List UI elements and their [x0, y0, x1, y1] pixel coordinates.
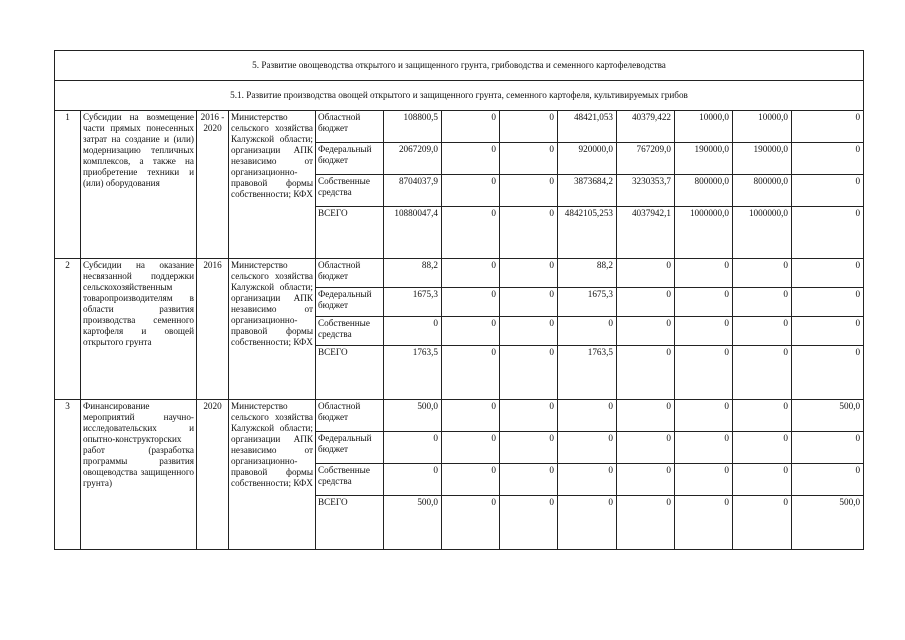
amount-cell: 0 [442, 111, 500, 143]
amount-cell: 0 [733, 317, 792, 346]
amount-cell: 0 [384, 317, 442, 346]
subsection-title: 5.1. Развитие производства овощей открытого и защищенного грунта, семенного картофеля, культивируемых грибов [55, 81, 864, 111]
section-title: 5. Развитие овощеводства открытого и защищенного грунта, грибоводства и семенного картофелеводства [55, 51, 864, 81]
amount-cell: 0 [500, 346, 558, 400]
amount-cell: 0 [733, 464, 792, 496]
amount-cell: 2067209,0 [384, 143, 442, 175]
amount-cell: 0 [500, 317, 558, 346]
amount-cell: 0 [733, 496, 792, 550]
amount-cell: 0 [558, 432, 617, 464]
amount-cell: 0 [792, 288, 864, 317]
amount-cell: 0 [792, 464, 864, 496]
amount-cell: 0 [792, 432, 864, 464]
amount-cell: 10880047,4 [384, 207, 442, 259]
measure-period: 2016 - 2020 [197, 111, 229, 259]
measure-executor: Министерство сельского хозяйства Калужской области; организации АПК независимо от организационно-правовой формы собственности; КФХ [229, 400, 316, 550]
amount-cell: 0 [617, 288, 675, 317]
amount-cell: 0 [558, 464, 617, 496]
table-row [55, 400, 864, 432]
amount-cell: 500,0 [384, 496, 442, 550]
amount-cell: 800000,0 [733, 175, 792, 207]
funding-source-label: Собственные средства [316, 175, 384, 207]
amount-cell: 0 [792, 111, 864, 143]
amount-cell: 0 [500, 207, 558, 259]
amount-cell: 0 [675, 346, 733, 400]
amount-cell: 190000,0 [675, 143, 733, 175]
amount-cell: 88,2 [558, 259, 617, 288]
amount-cell: 0 [384, 464, 442, 496]
amount-cell: 0 [442, 143, 500, 175]
funding-source-label: Федеральный бюджет [316, 432, 384, 464]
amount-cell: 920000,0 [558, 143, 617, 175]
amount-cell: 0 [733, 288, 792, 317]
amount-cell: 800000,0 [675, 175, 733, 207]
amount-cell: 0 [675, 288, 733, 317]
amount-cell: 0 [500, 175, 558, 207]
amount-cell: 0 [792, 175, 864, 207]
amount-cell: 0 [500, 432, 558, 464]
amount-cell: 500,0 [384, 400, 442, 432]
funding-source-label: Собственные средства [316, 317, 384, 346]
row-number: 3 [55, 400, 81, 550]
amount-cell: 0 [617, 259, 675, 288]
amount-cell: 10000,0 [733, 111, 792, 143]
funding-source-label: Областной бюджет [316, 259, 384, 288]
funding-source-label: Федеральный бюджет [316, 288, 384, 317]
table-row [55, 259, 864, 288]
amount-cell: 500,0 [792, 496, 864, 550]
amount-cell: 0 [500, 400, 558, 432]
measure-period: 2020 [197, 400, 229, 550]
amount-cell: 1763,5 [384, 346, 442, 400]
amount-cell: 0 [675, 432, 733, 464]
funding-source-label: ВСЕГО [316, 496, 384, 550]
amount-cell: 0 [617, 496, 675, 550]
amount-cell: 500,0 [792, 400, 864, 432]
funding-source-label: Областной бюджет [316, 400, 384, 432]
amount-cell: 3230353,7 [617, 175, 675, 207]
amount-cell: 0 [675, 317, 733, 346]
amount-cell: 108800,5 [384, 111, 442, 143]
amount-cell: 0 [792, 346, 864, 400]
amount-cell: 0 [442, 207, 500, 259]
amount-cell: 0 [442, 400, 500, 432]
amount-cell: 0 [500, 496, 558, 550]
amount-cell: 8704037,9 [384, 175, 442, 207]
amount-cell: 0 [792, 259, 864, 288]
financing-table [54, 50, 864, 550]
amount-cell: 48421,053 [558, 111, 617, 143]
amount-cell: 1763,5 [558, 346, 617, 400]
measure-period: 2016 [197, 259, 229, 400]
measure-name: Субсидии на оказание несвязанной поддержки сельскохозяйственным товаропроизводителям в области развития производства семенного картофеля и овощей открытого грунта [81, 259, 197, 400]
amount-cell: 0 [500, 259, 558, 288]
funding-source-label: ВСЕГО [316, 346, 384, 400]
amount-cell: 0 [617, 346, 675, 400]
amount-cell: 1675,3 [384, 288, 442, 317]
amount-cell: 0 [442, 346, 500, 400]
amount-cell: 0 [733, 432, 792, 464]
row-number: 1 [55, 111, 81, 259]
amount-cell: 0 [442, 464, 500, 496]
amount-cell: 0 [792, 317, 864, 346]
amount-cell: 0 [617, 400, 675, 432]
table-row [55, 111, 864, 143]
amount-cell: 1000000,0 [675, 207, 733, 259]
measure-executor: Министерство сельского хозяйства Калужской области; организации АПК независимо от организационно-правовой формы собственности; КФХ [229, 111, 316, 259]
amount-cell: 1675,3 [558, 288, 617, 317]
funding-source-label: Федеральный бюджет [316, 143, 384, 175]
funding-source-label: Собственные средства [316, 464, 384, 496]
amount-cell: 0 [675, 259, 733, 288]
amount-cell: 3873684,2 [558, 175, 617, 207]
amount-cell: 0 [733, 346, 792, 400]
amount-cell: 0 [442, 432, 500, 464]
amount-cell: 10000,0 [675, 111, 733, 143]
amount-cell: 4842105,253 [558, 207, 617, 259]
measure-name: Финансирование мероприятий научно-исследовательских и опытно-конструкторских работ (разработка программы развития овощеводства защищенного грунта) [81, 400, 197, 550]
amount-cell: 0 [733, 400, 792, 432]
amount-cell: 0 [442, 259, 500, 288]
amount-cell: 0 [500, 464, 558, 496]
amount-cell: 0 [675, 400, 733, 432]
amount-cell: 0 [558, 496, 617, 550]
amount-cell: 0 [617, 317, 675, 346]
amount-cell: 0 [733, 259, 792, 288]
amount-cell: 0 [442, 288, 500, 317]
amount-cell: 0 [792, 143, 864, 175]
funding-source-label: ВСЕГО [316, 207, 384, 259]
amount-cell: 0 [500, 143, 558, 175]
amount-cell: 88,2 [384, 259, 442, 288]
measure-name: Субсидии на возмещение части прямых понесенных затрат на создание и (или) модернизацию тепличных комплексов, а также на приобретение техники и (или) оборудования [81, 111, 197, 259]
funding-source-label: Областной бюджет [316, 111, 384, 143]
row-number: 2 [55, 259, 81, 400]
amount-cell: 0 [442, 175, 500, 207]
amount-cell: 0 [442, 496, 500, 550]
amount-cell: 0 [500, 288, 558, 317]
amount-cell: 4037942,1 [617, 207, 675, 259]
amount-cell: 0 [792, 207, 864, 259]
amount-cell: 0 [675, 496, 733, 550]
amount-cell: 0 [500, 111, 558, 143]
amount-cell: 0 [558, 317, 617, 346]
amount-cell: 0 [675, 464, 733, 496]
amount-cell: 0 [442, 317, 500, 346]
amount-cell: 1000000,0 [733, 207, 792, 259]
amount-cell: 0 [558, 400, 617, 432]
amount-cell: 0 [384, 432, 442, 464]
amount-cell: 0 [617, 464, 675, 496]
amount-cell: 767209,0 [617, 143, 675, 175]
amount-cell: 0 [617, 432, 675, 464]
amount-cell: 190000,0 [733, 143, 792, 175]
measure-executor: Министерство сельского хозяйства Калужской области; организации АПК независимо от организационно-правовой формы собственности; КФХ [229, 259, 316, 400]
amount-cell: 40379,422 [617, 111, 675, 143]
